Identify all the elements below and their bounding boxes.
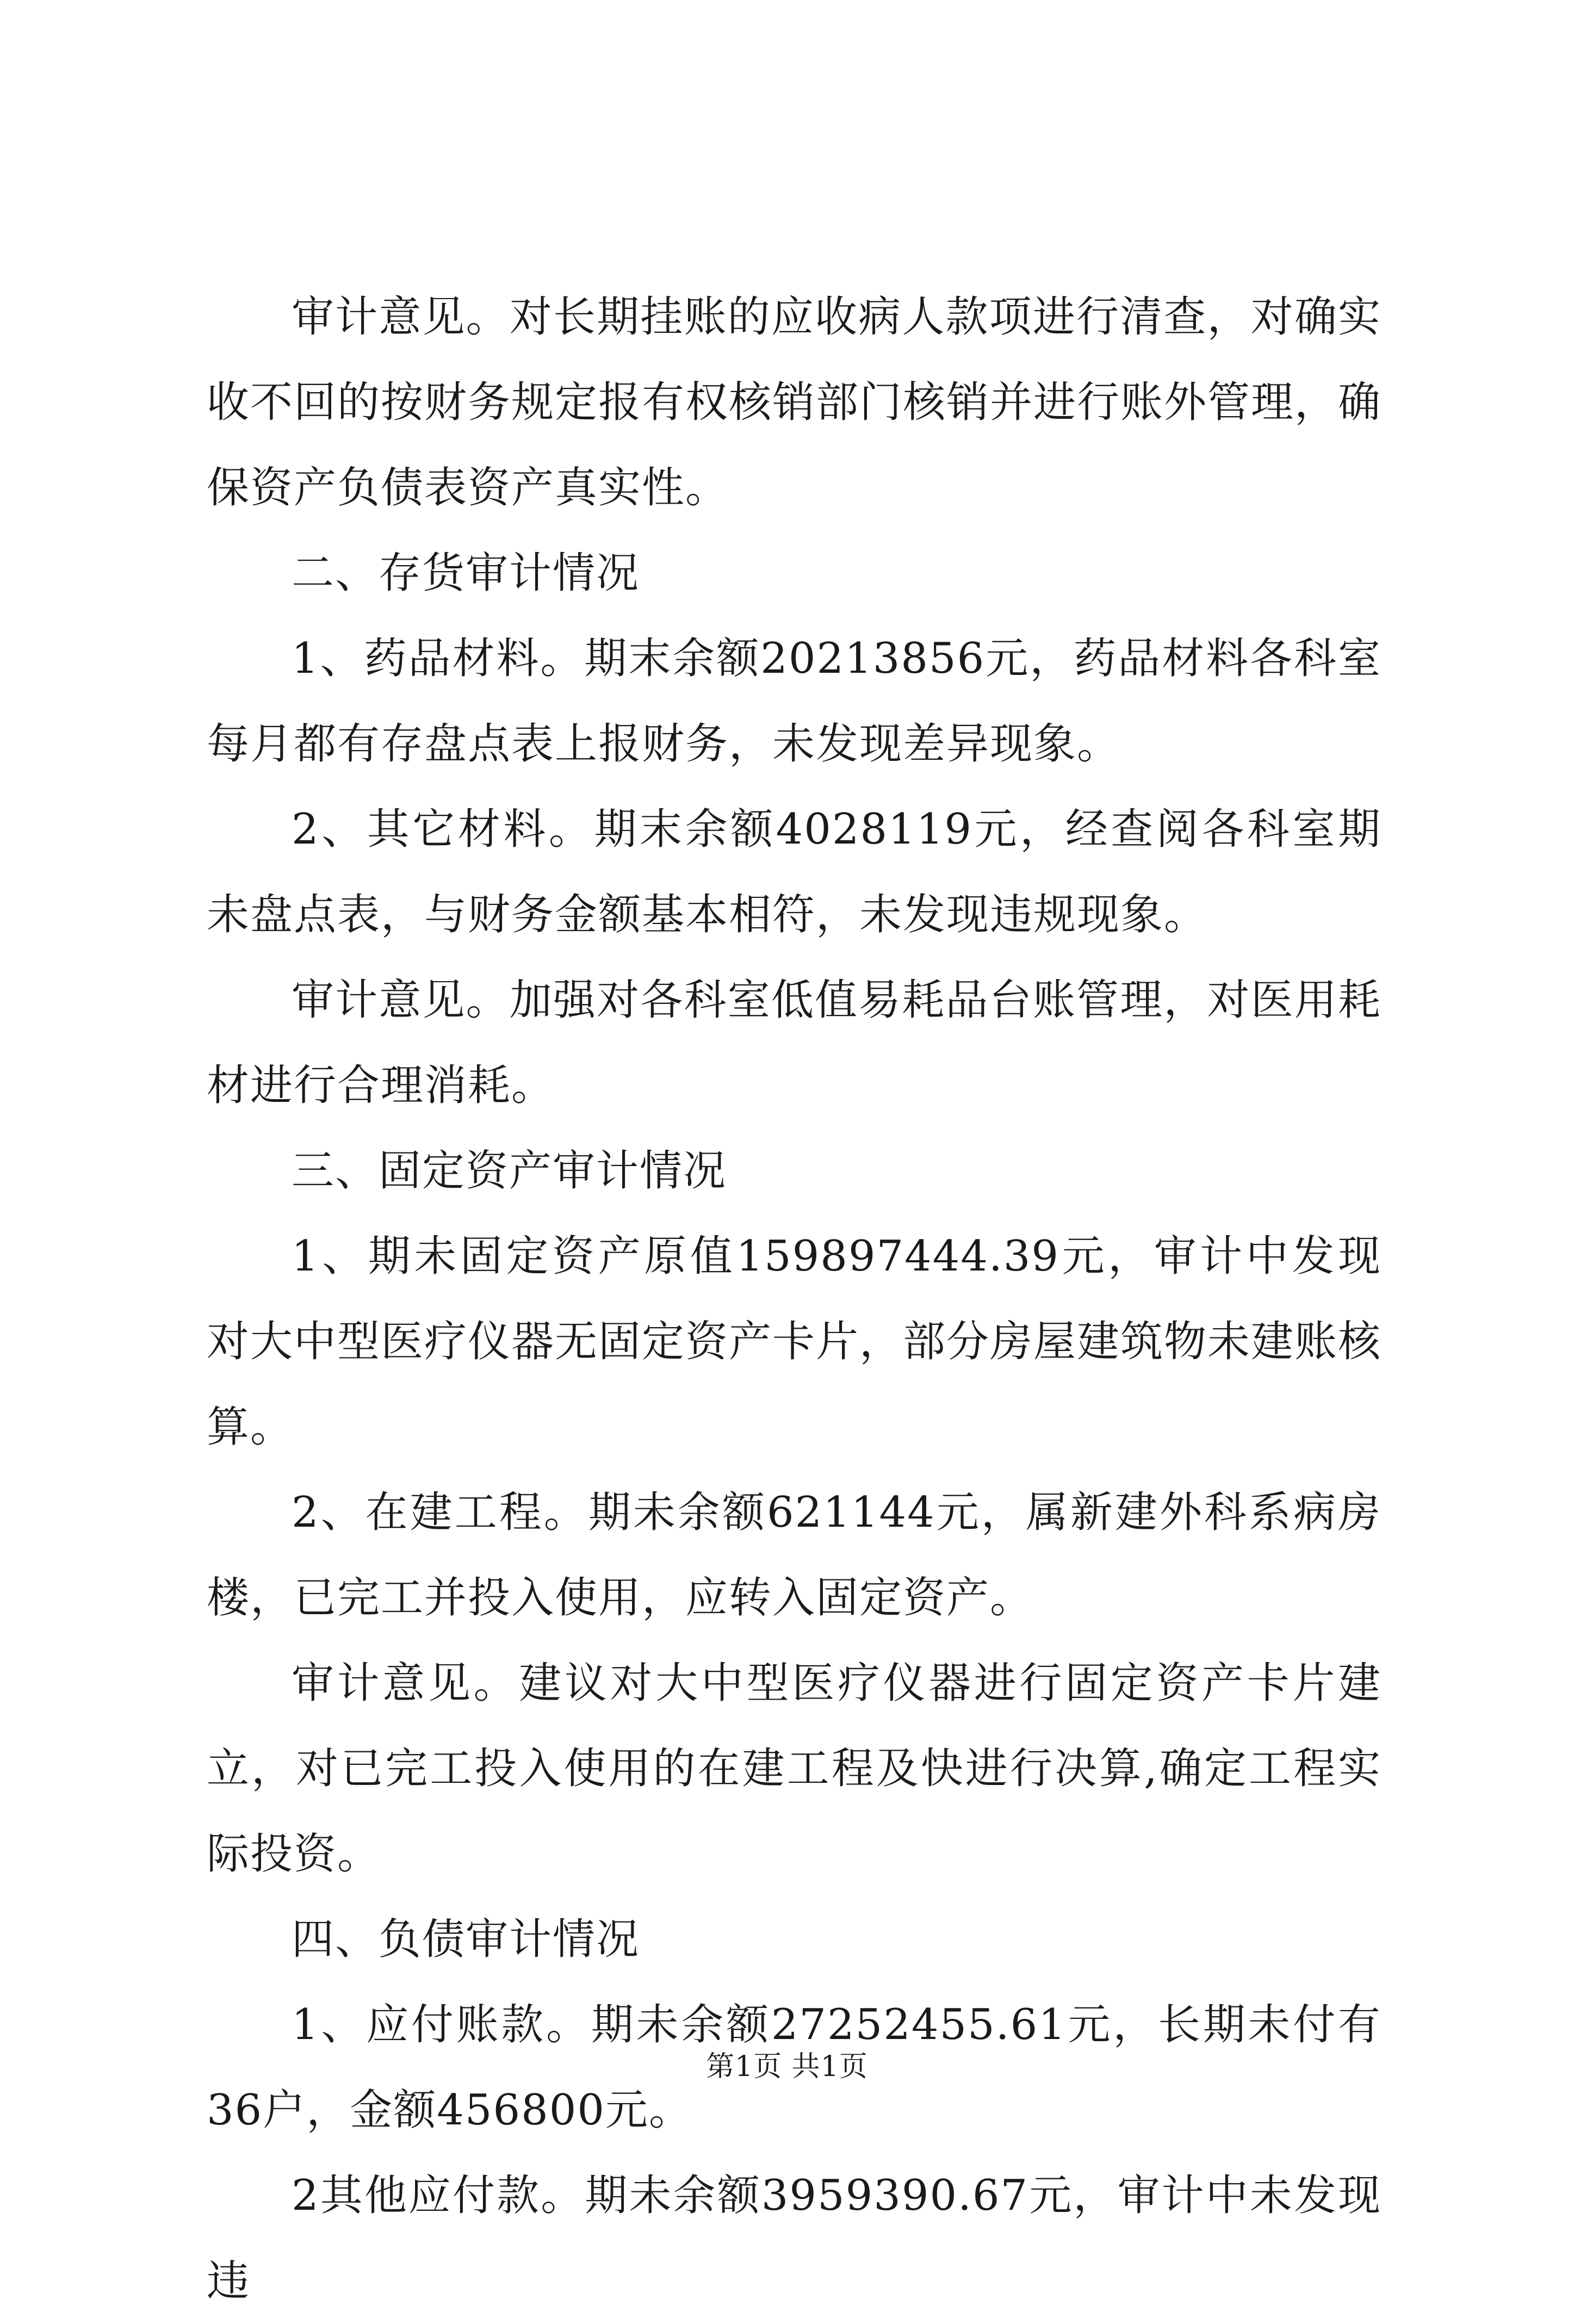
paragraph-drug-materials: 1、药品材料。期末余额20213856元，药品材料各科室每月都有存盘点表上报财务，未发现差异现象。 — [207, 634, 1381, 769]
section-heading-liabilities: 四、负债审计情况 — [292, 1915, 640, 1964]
paragraph-audit-opinion-inventory: 审计意见。加强对各科室低值易耗品台账管理，对医用耗材进行合理消耗。 — [207, 976, 1381, 1110]
paragraph-other-payables: 2其他应付款。期未余额3959390.67元，审计中未发现违 — [207, 2171, 1381, 2306]
section-heading-inventory: 二、存货审计情况 — [292, 549, 640, 598]
document-body — [207, 275, 1381, 2324]
paragraph-other-materials: 2、其它材料。期末余额4028119元，经查阅各科室期未盘点表，与财务金额基本相符，未发现违规现象。 — [207, 805, 1381, 939]
paragraph-fixed-asset-value: 1、期未固定资产原值159897444.39元，审计中发现对大中型医疗仪器无固定资产卡片，部分房屋建筑物未建账核算。 — [207, 1232, 1382, 1452]
section-heading-fixed-assets: 三、固定资产审计情况 — [292, 1146, 727, 1195]
paragraph-construction-in-progress: 2、在建工程。期未余额621144元，属新建外科系病房楼，已完工并投入使用，应转入固定资产。 — [207, 1488, 1381, 1622]
page-footer: 第1页 共1页 — [706, 2050, 868, 2083]
paragraph-audit-opinion-fixed-assets: 审计意见。建议对大中型医疗仪器进行固定资产卡片建立，对已完工投入使用的在建工程及快进行决算,确定工程实际投资。 — [207, 1659, 1381, 1879]
paragraph-accounts-payable: 1、应付账款。期未余额27252455.61元，长期未付有36户，金额456800元。 — [207, 2000, 1381, 2135]
paragraph-audit-opinion-receivables: 审计意见。对长期挂账的应收病人款项进行清查，对确实收不回的按财务规定报有权核销部门核销并进行账外管理，确保资产负债表资产真实性。 — [207, 293, 1382, 512]
